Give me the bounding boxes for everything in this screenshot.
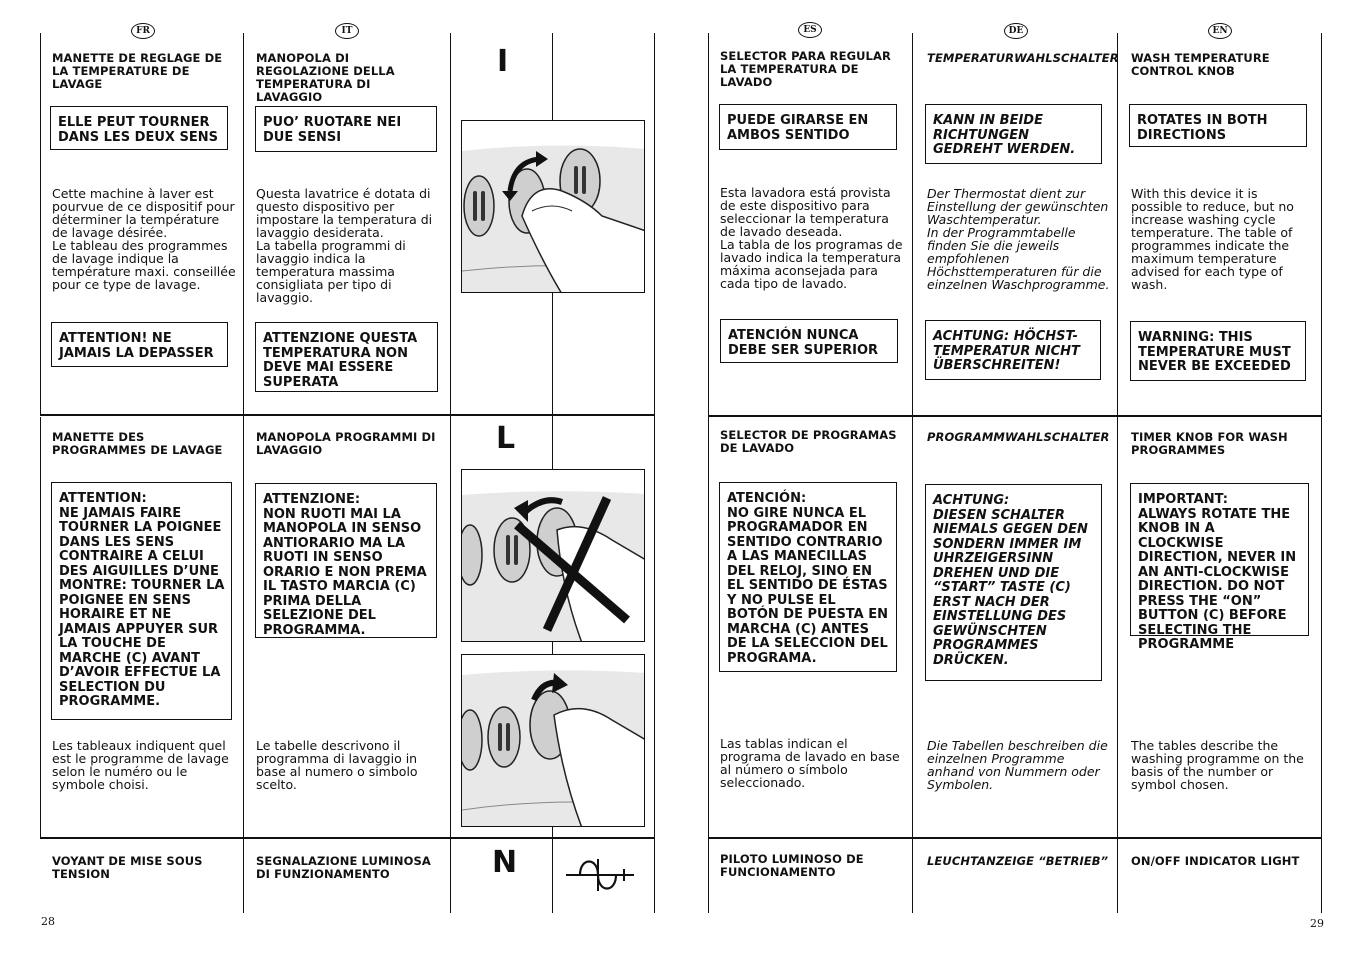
column-divider xyxy=(40,417,41,837)
de-programme-heading: PROGRAMMWAHLSCHALTER xyxy=(927,430,1110,444)
es-programme-text: Las tablas indican el programa de lavado en base al número o símbolo seleccionado. xyxy=(720,736,900,790)
section-letter-l: L xyxy=(496,421,516,456)
en-programme-heading: TIMER KNOB FOR WASH PROGRAMMES xyxy=(1131,430,1288,457)
column-divider xyxy=(708,33,709,913)
fr-temperature-warning: ATTENTION! NE JAMAIS LA DEPASSER xyxy=(51,322,228,367)
fr-indicator-heading: VOYANT DE MISE SOUS TENSION xyxy=(52,854,203,881)
it-programme-heading: MANOPOLA PROGRAMMI DI LAVAGGIO xyxy=(256,430,436,457)
it-indicator-heading: SEGNALAZIONE LUMINOSA DI FUNZIONAMENTO xyxy=(256,854,431,881)
section-divider xyxy=(708,415,1322,417)
es-rotation-note: PUEDE GIRARSE EN AMBOS SENTIDO xyxy=(719,104,897,150)
es-programme-heading: SELECTOR DE PROGRAMAS DE LAVADO xyxy=(720,428,897,455)
temperature-knob-illustration xyxy=(461,120,645,293)
page-number-right: 29 xyxy=(1310,917,1324,930)
section-letter-n: N xyxy=(492,845,518,880)
column-divider xyxy=(243,33,244,913)
fr-temperature-text: Cette machine à laver est pourvue de ce dispositif pour déterminer la température de lavage désirée. Le tableau des programmes de lavage indique la température maxi. conseillée pour ce type de lavage. xyxy=(52,186,236,292)
de-temperature-text: Der Thermostat dient zur Einstellung der gewünschten Waschtemperatur. In der Programmtabelle finden Sie die jeweils empfohlenen Höchsttemperaturen für die einzelnen Waschprogramme. xyxy=(927,186,1110,292)
en-programme-warning: IMPORTANT: ALWAYS ROTATE THE KNOB IN A CLOCKWISE DIRECTION, NEVER IN AN ANTI-CLOCKWISE DIRECTION. DO NOT PRESS THE “ON” BUTTON (C) BEFORE SELECTING THE PROGRAMME xyxy=(1130,483,1309,636)
de-programme-warning: ACHTUNG: DIESEN SCHALTER NIEMALS GEGEN DEN SONDERN IMMER IM UHRZEIGERSINN DREHEN UND DIE “START” TASTE (C) ERST NACH DER EINSTELLUNG DES GEWÜNSCHTEN PROGRAMMES DRÜCKEN. xyxy=(925,484,1102,681)
column-divider xyxy=(450,33,451,913)
section-divider xyxy=(40,414,655,416)
es-temperature-warning: ATENCIÓN NUNCA DEBE SER SUPERIOR xyxy=(720,319,898,363)
de-indicator-heading: LEUCHTANZEIGE “BETRIEB” xyxy=(927,854,1109,868)
en-rotation-note: ROTATES IN BOTH DIRECTIONS xyxy=(1129,104,1307,147)
lang-badge-de: DE xyxy=(1004,23,1028,39)
it-programme-text: Le tabelle descrivono il programma di lavaggio in base al numero o simbolo scelto. xyxy=(256,738,418,792)
column-divider xyxy=(1321,33,1322,913)
section-divider xyxy=(40,837,655,839)
lang-badge-en: EN xyxy=(1208,23,1232,39)
en-indicator-heading: ON/OFF INDICATOR LIGHT xyxy=(1131,854,1300,868)
de-temperature-heading: TEMPERATURWAHLSCHALTER xyxy=(927,51,1119,65)
section-divider xyxy=(708,837,1322,839)
fr-programme-text: Les tableaux indiquent quel est le programme de lavage selon le numéro ou le symbole choisi. xyxy=(52,738,229,792)
it-rotation-note: PUO’ RUOTARE NEI DUE SENSI xyxy=(255,106,437,152)
de-temperature-warning: ACHTUNG: HÖCHST-TEMPERATUR NICHT ÜBERSCHREITEN! xyxy=(925,320,1101,380)
es-temperature-text: Esta lavadora está provista de este dispositivo para seleccionar la temperatura de lavado deseada. La tabla de los programas de lavado indica la temperatura máxima aconsejada para cada tipo de lavado. xyxy=(720,185,903,291)
es-programme-warning: ATENCIÓN: NO GIRE NUNCA EL PROGRAMADOR EN SENTIDO CONTRARIO A LAS MANECILLAS DEL RELOJ, SINO EN EL SENTIDO DE ÉSTAS Y NO PULSE EL BOTÓN DE PUESTA EN MARCHA (C) ANTES DE LA SELECCION DEL PROGRAMA. xyxy=(719,482,897,672)
en-temperature-warning: WARNING: THIS TEMPERATURE MUST NEVER BE EXCEEDED xyxy=(1130,321,1306,381)
it-temperature-text: Questa lavatrice é dotata di questo dispositivo per impostare la temperatura di lavaggio desiderata. La tabella programmi di lavaggio indica la temperatura massima consigliata per tipo di lavaggio. xyxy=(256,186,433,305)
it-programme-warning: ATTENZIONE: NON RUOTI MAI LA MANOPOLA IN SENSO ANTIORARIO MA LA RUOTI IN SENSO ORARIO E NON PREMA IL TASTO MARCIA (C) PRIMA DELLA SELEZIONE DEL PROGRAMMA. xyxy=(255,483,437,638)
fr-temperature-heading: MANETTE DE REGLAGE DE LA TEMPERATURE DE LAVAGE xyxy=(52,51,223,91)
it-temperature-heading: MANOPOLA DI REGOLAZIONE DELLA TEMPERATURA DI LAVAGGIO xyxy=(256,51,395,104)
fr-rotation-note: ELLE PEUT TOURNER DANS LES DEUX SENS xyxy=(50,106,228,150)
it-temperature-warning: ATTENZIONE QUESTA TEMPERATURA NON DEVE MAI ESSERE SUPERATA xyxy=(255,322,438,392)
lang-badge-it: IT xyxy=(335,23,359,39)
es-temperature-heading: SELECTOR PARA REGULAR LA TEMPERATURA DE LAVADO xyxy=(720,49,891,89)
es-indicator-heading: PILOTO LUMINOSO DE FUNCIONAMENTO xyxy=(720,852,864,879)
section-letter-i: I xyxy=(497,44,509,79)
power-indicator-icon xyxy=(564,855,636,899)
column-divider xyxy=(912,33,913,913)
fr-programme-warning: ATTENTION: NE JAMAIS FAIRE TOURNER LA POIGNEE DANS LES SENS CONTRAIRE A CELUI DES AIGUILLES D’UNE MONTRE: TOURNER LA POIGNEE EN SENS HORAIRE ET NE JAMAIS APPUYER SUR LA TOUCHE DE MARCHE (C) AVANT D’AVOIR EFFECTUE LA SELECTION DU PROGRAMME. xyxy=(51,482,232,720)
lang-badge-fr: FR xyxy=(131,23,155,39)
de-rotation-note: KANN IN BEIDE RICHTUNGEN GEDREHT WERDEN. xyxy=(925,104,1102,164)
en-programme-text: The tables describe the washing programme on the basis of the number or symbol chosen. xyxy=(1131,738,1304,792)
correct-direction-illustration xyxy=(461,654,645,827)
column-divider xyxy=(1117,33,1118,913)
page-number-left: 28 xyxy=(41,915,55,928)
column-divider xyxy=(654,33,655,913)
lang-badge-es: ES xyxy=(798,22,822,38)
en-temperature-heading: WASH TEMPERATURE CONTROL KNOB xyxy=(1131,51,1270,78)
fr-programme-heading: MANETTE DES PROGRAMMES DE LAVAGE xyxy=(52,430,223,457)
column-divider xyxy=(40,33,41,415)
en-temperature-text: With this device it is possible to reduce, but no increase washing cycle temperature. The table of programmes indicate the maximum temperature advised for each type of wash. xyxy=(1131,186,1294,292)
wrong-direction-illustration xyxy=(461,469,645,642)
de-programme-text: Die Tabellen beschreiben die einzelnen Programme anhand von Nummern oder Symbolen. xyxy=(927,738,1108,792)
